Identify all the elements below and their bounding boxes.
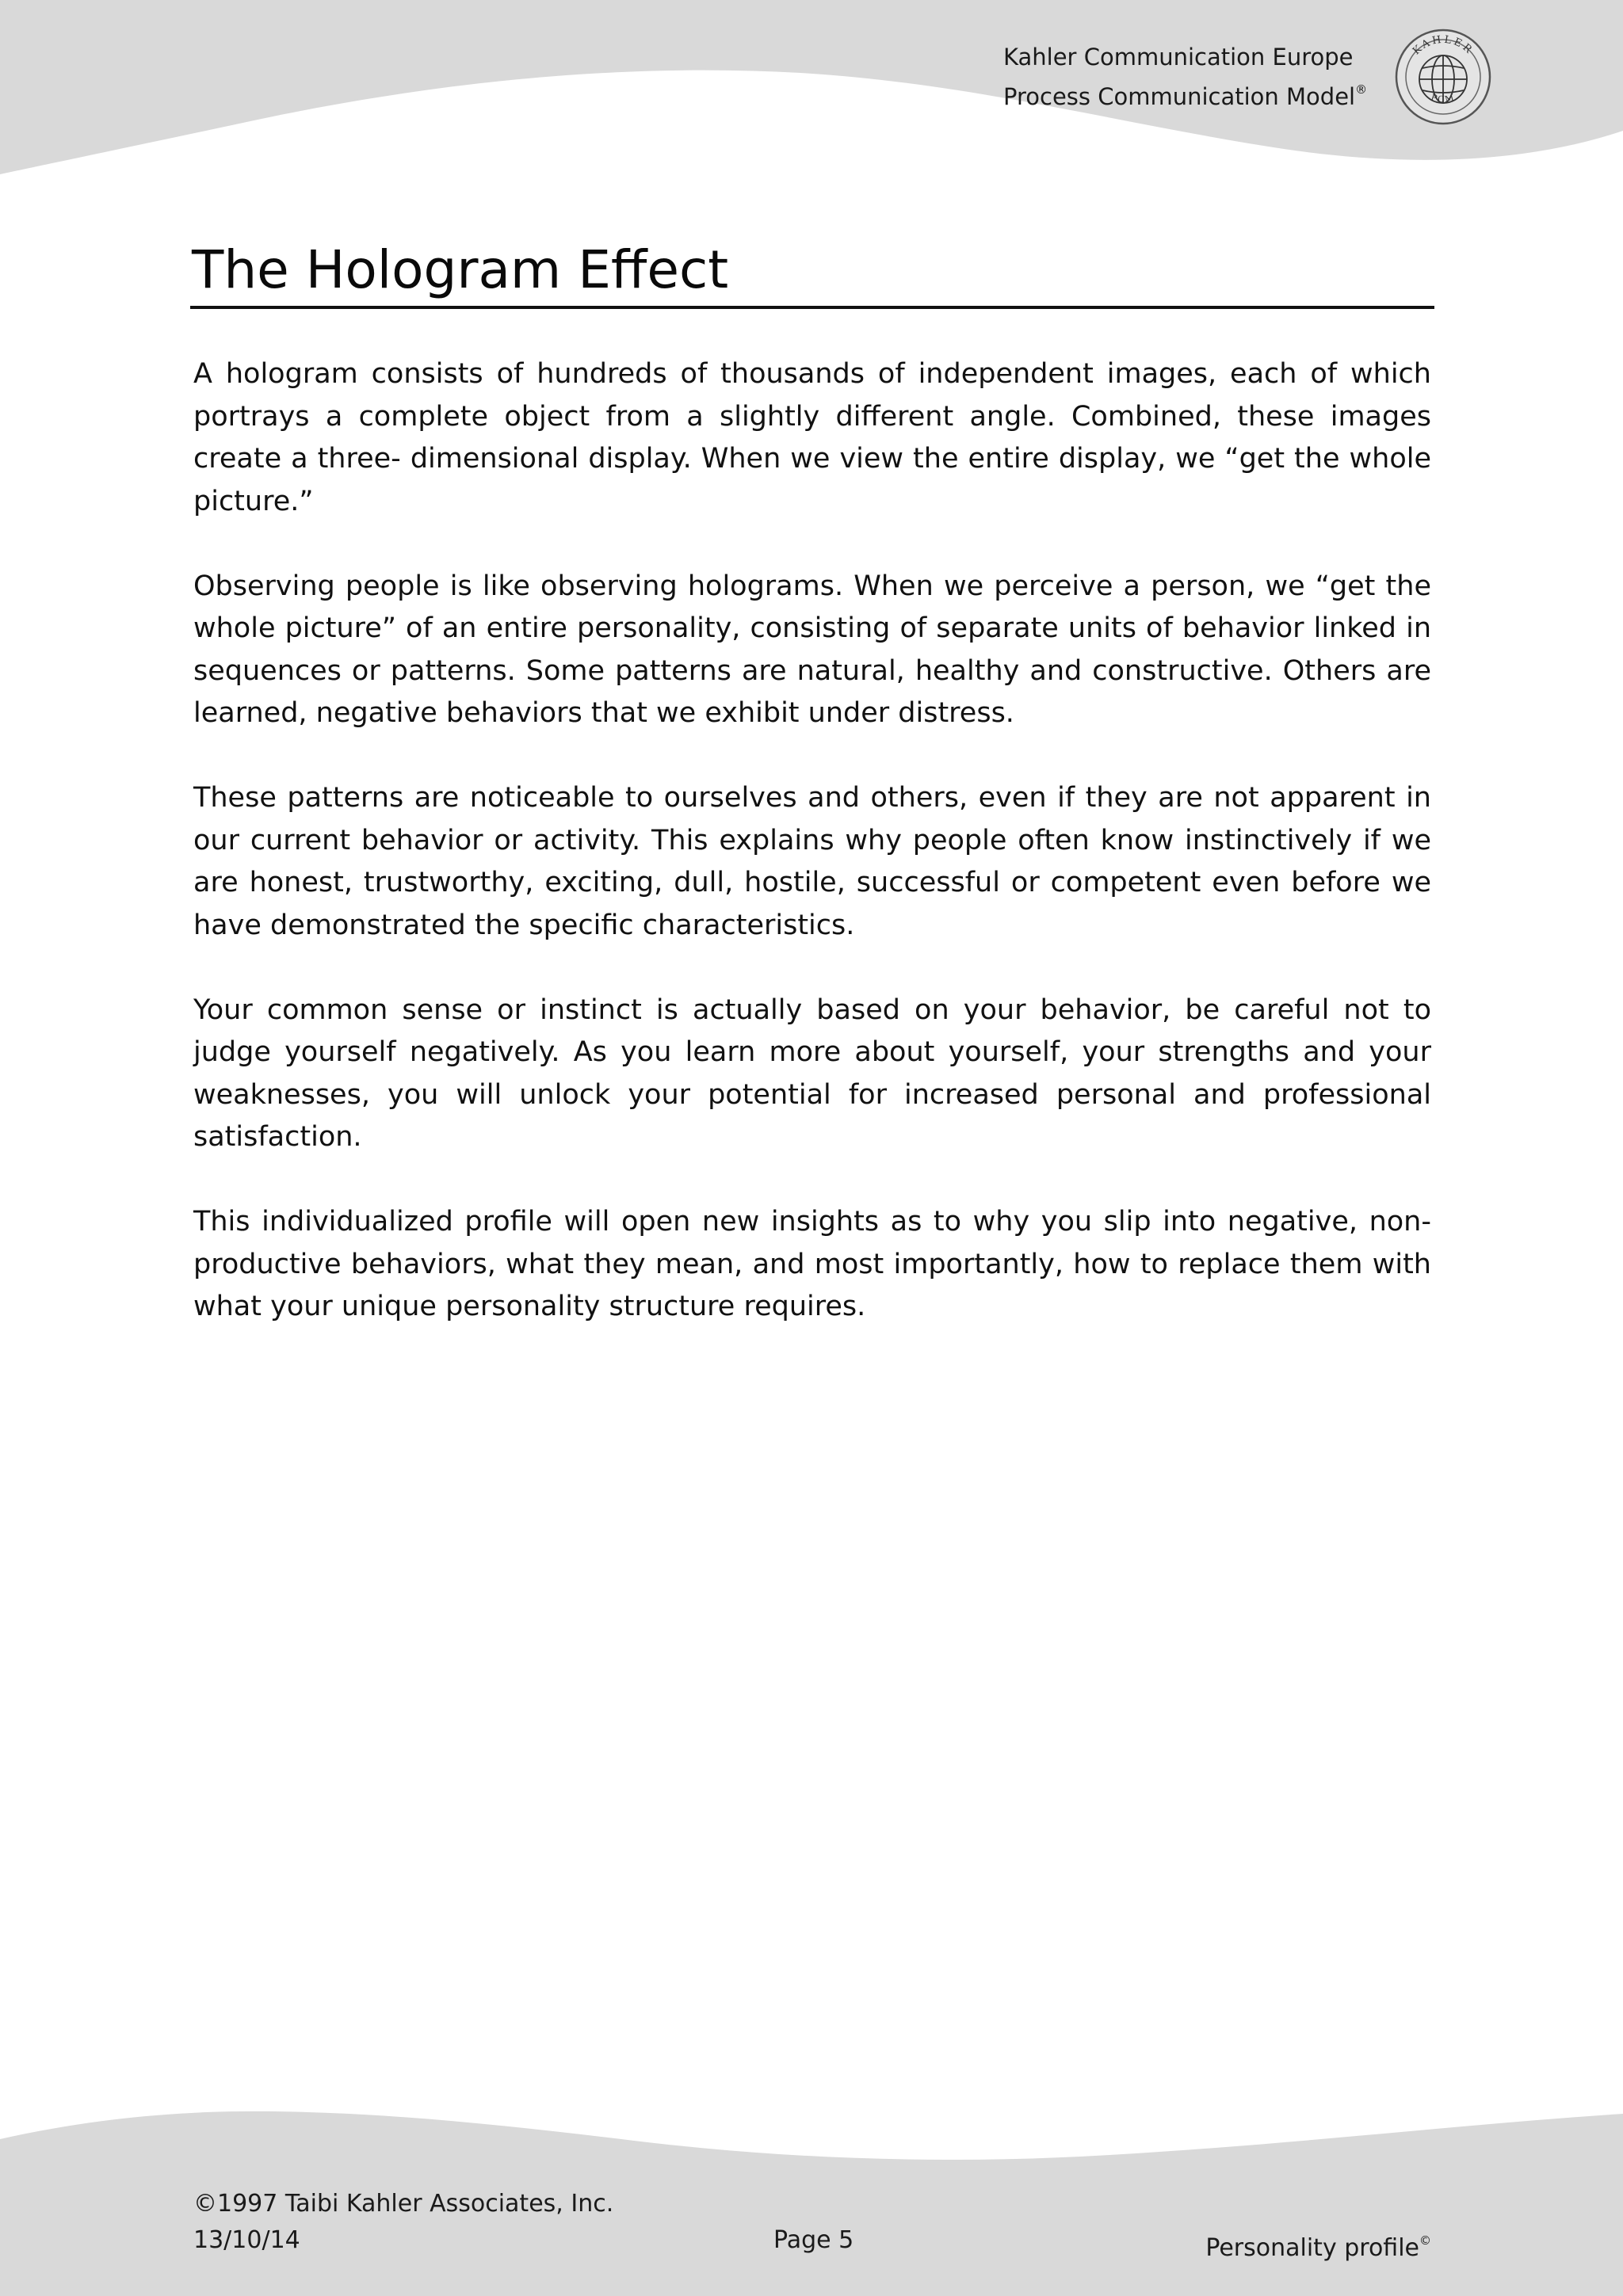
header-company: Kahler Communication Europe [1003,44,1354,71]
paragraph-4: Your common sense or instinct is actually based on your behavior, be careful not to judge yourself negatively. As you learn more about yourself, your strengths and your weaknesses, you will unlock your potential for increased personal and professional satisfaction. [193,994,1431,1153]
copyright-mark: © [1419,2233,1431,2248]
footer-copyright: ©1997 Taibi Kahler Associates, Inc. [193,2190,614,2218]
footer-page-number: Page 5 [773,2226,854,2254]
logo-text-top: KAHLER [1411,33,1476,58]
page-title: The Hologram Effect [192,239,729,300]
title-underline [190,306,1434,309]
paragraph-2: Observing people is like observing holograms. When we perceive a person, we “get the whole picture” of an entire personality, consisting of separate units of behavior linked in sequences or patterns. Some patterns are natural, healthy and constructive. Others are learned, negative behaviors that we exhibit under distress. [193,570,1431,729]
paragraph-5: This individualized profile will open new insights as to why you slip into negative, non-productive behaviors, what they mean, and most importantly, how to replace them with what your unique personality structure requires. [193,1206,1431,1322]
footer-date: 13/10/14 [193,2226,300,2254]
paragraph-1: A hologram consists of hundreds of thousands of independent images, each of which portrays a complete object from a slightly different angle. Combined, these images create a three- dimensional display. When we view the entire display, we “get the whole picture.” [193,358,1431,517]
footer-document-label: Personality profile [1205,2234,1419,2262]
paragraph-3: These patterns are noticeable to ourselves and others, even if they are not apparent in our current behavior or activity. This explains why people often know instinctively if we are honest, trustworthy, exciting, dull, hostile, successful or competent even before we have demonstrated the specific characteristics. [193,782,1431,941]
logo-text-bottom: PCM [1429,92,1457,105]
kahler-pcm-logo [1393,27,1493,127]
footer-document-name [1205,2225,1431,2264]
header-model [1003,74,1384,113]
body-text [193,353,1431,1371]
header-model-name: Process Communication Model [1003,83,1356,110]
header-text [1003,41,1384,113]
registered-mark: ® [1355,82,1368,97]
